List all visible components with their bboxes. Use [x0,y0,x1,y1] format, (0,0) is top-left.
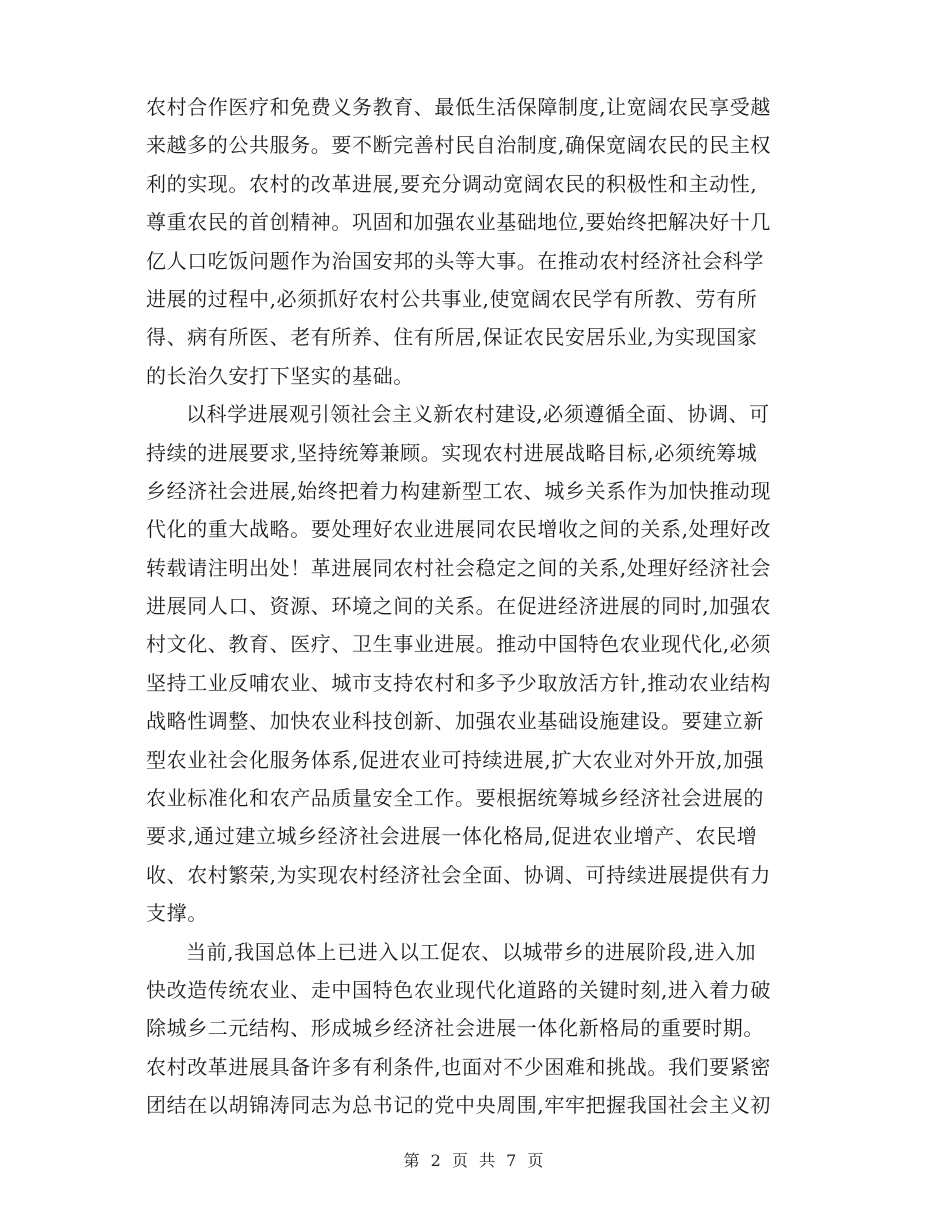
text-line: 村文化、教育、医疗、卫生事业进展。推动中国特色农业现代化,必须 [146,632,771,657]
text-line: 农业标准化和农产品质量安全工作。要根据统筹城乡经济社会进展的 [146,786,764,811]
text-line: 以科学进展观引领社会主义新农村建设,必须遵循全面、协调、可 [186,402,770,427]
text-line: 持续的进展要求,坚持统筹兼顾。实现农村进展战略目标,必须统筹城 [146,440,758,465]
text-line: 型农业社会化服务体系,促进农业可持续进展,扩大农业对外开放,加强 [146,747,765,772]
text-line: 进展的过程中,必须抓好农村公共事业,使宽阔农民学有所教、劳有所 [146,286,758,311]
text-line: 得、病有所医、老有所养、住有所居,保证农民安居乐业,为实现国家 [146,325,758,350]
paragraph-2 [146,395,808,932]
text-line: 的长治久安打下坚实的基础。 [146,363,414,388]
text-line: 坚持工业反哺农业、城市支持农村和多予少取放活方针,推动农业结构 [146,670,771,695]
text-line: 收、农村繁荣,为实现农村经济社会全面、协调、可持续进展提供有力 [146,862,771,887]
text-line: 转载请注明出处！革进展同农村社会稳定之间的关系,处理好经济社会 [146,555,771,580]
text-line: 支撑。 [146,901,208,926]
text-line: 除城乡二元结构、形成城乡经济社会进展一体化新格局的重要时期。 [146,1016,764,1041]
text-line: 乡经济社会进展,始终把着力构建新型工农、城乡关系作为加快推动现 [146,478,771,503]
text-line: 当前,我国总体上已进入以工促农、以城带乡的进展阶段,进入加 [186,939,757,964]
text-line: 团结在以胡锦涛同志为总书记的党中央周围,牢牢把握我国社会主义初 [146,1093,771,1118]
text-line: 要求,通过建立城乡经济社会进展一体化格局,促进农业增产、农民增 [146,824,758,849]
text-line: 快改造传统农业、走中国特色农业现代化道路的关键时刻,进入着力破 [146,977,771,1002]
text-line: 战略性调整、加快农业科技创新、加强农业基础设施建设。要建立新 [146,709,764,734]
text-line: 尊重农民的首创精神。巩固和加强农业基础地位,要始终把解决好十几 [146,210,771,235]
text-line: 代化的重大战略。要处理好农业进展同农民增收之间的关系,处理好改 [146,517,771,542]
paragraph-3 [146,933,808,1125]
text-line: 亿人口吃饭问题作为治国安邦的头等大事。在推动农村经济社会科学 [146,248,764,273]
text-line: 农村改革进展具备许多有利条件,也面对不少困难和挑战。我们要紧密 [146,1054,771,1079]
text-line: 进展同人口、资源、环境之间的关系。在促进经济进展的同时,加强农 [146,594,771,619]
document-body [146,88,808,1125]
text-line: 来越多的公共服务。要不断完善村民自治制度,确保宽阔农民的民主权 [146,133,771,158]
paragraph-1 [146,88,808,395]
text-line: 利的实现。农村的改革进展,要充分调动宽阔农民的积极性和主动性, [146,171,758,196]
text-line: 农村合作医疗和免费义务教育、最低生活保障制度,让宽阔农民享受越 [146,95,771,119]
page-number-footer: 第 2 页 共 7 页 [403,1151,547,1170]
